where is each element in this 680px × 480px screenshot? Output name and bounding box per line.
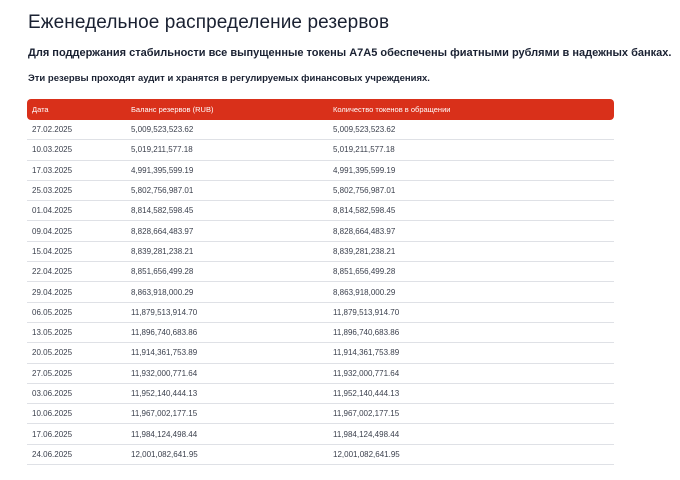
cell-reserve-balance: 4,991,395,599.19	[126, 160, 328, 180]
cell-date: 27.05.2025	[27, 363, 126, 383]
table-row	[27, 383, 614, 403]
cell-reserve-balance: 8,863,918,000.29	[126, 282, 328, 302]
cell-date: 20.05.2025	[27, 343, 126, 363]
cell-date: 03.06.2025	[27, 383, 126, 403]
cell-tokens-in-circulation: 5,019,211,577.18	[328, 140, 614, 160]
table-row	[27, 221, 614, 241]
table-row	[27, 201, 614, 221]
cell-tokens-in-circulation: 11,914,361,753.89	[328, 343, 614, 363]
table-row	[27, 262, 614, 282]
cell-tokens-in-circulation: 11,952,140,444.13	[328, 383, 614, 403]
table-row	[27, 404, 614, 424]
table-row	[27, 160, 614, 180]
table-header-row	[27, 99, 614, 120]
cell-reserve-balance: 8,814,582,598.45	[126, 201, 328, 221]
cell-tokens-in-circulation: 12,001,082,641.95	[328, 444, 614, 464]
cell-date: 10.06.2025	[27, 404, 126, 424]
cell-reserve-balance: 8,851,656,499.28	[126, 262, 328, 282]
table-row	[27, 322, 614, 342]
cell-reserve-balance: 12,001,082,641.95	[126, 444, 328, 464]
cell-reserve-balance: 11,914,361,753.89	[126, 343, 328, 363]
cell-date: 27.02.2025	[27, 120, 126, 140]
cell-tokens-in-circulation: 8,828,664,483.97	[328, 221, 614, 241]
cell-reserve-balance: 11,967,002,177.15	[126, 404, 328, 424]
cell-reserve-balance: 5,802,756,987.01	[126, 180, 328, 200]
table-header	[27, 99, 614, 120]
cell-tokens-in-circulation: 8,851,656,499.28	[328, 262, 614, 282]
cell-tokens-in-circulation: 11,879,513,914.70	[328, 302, 614, 322]
cell-reserve-balance: 11,932,000,771.64	[126, 363, 328, 383]
cell-reserve-balance: 11,984,124,498.44	[126, 424, 328, 444]
table-body	[27, 120, 614, 465]
cell-tokens-in-circulation: 5,009,523,523.62	[328, 120, 614, 140]
cell-tokens-in-circulation: 8,814,582,598.45	[328, 201, 614, 221]
cell-tokens-in-circulation: 5,802,756,987.01	[328, 180, 614, 200]
cell-reserve-balance: 5,009,523,523.62	[126, 120, 328, 140]
table-row	[27, 241, 614, 261]
cell-date: 10.03.2025	[27, 140, 126, 160]
cell-reserve-balance: 8,839,281,238.21	[126, 241, 328, 261]
table-row	[27, 282, 614, 302]
cell-reserve-balance: 11,952,140,444.13	[126, 383, 328, 403]
table-row	[27, 343, 614, 363]
table-row	[27, 180, 614, 200]
table-row	[27, 363, 614, 383]
lead-text: Для поддержания стабильности все выпущенные токены A7A5 обеспечены фиатными рублями в надежных банках.	[28, 47, 672, 59]
cell-date: 17.03.2025	[27, 160, 126, 180]
cell-date: 17.06.2025	[27, 424, 126, 444]
cell-date: 06.05.2025	[27, 302, 126, 322]
table-row	[27, 444, 614, 464]
table-row	[27, 120, 614, 140]
audit-note: Эти резервы проходят аудит и хранятся в регулируемых финансовых учреждениях.	[28, 73, 430, 84]
cell-tokens-in-circulation: 11,967,002,177.15	[328, 404, 614, 424]
cell-date: 13.05.2025	[27, 322, 126, 342]
cell-date: 24.06.2025	[27, 444, 126, 464]
column-header-tokens-in-circulation: Количество токенов в обращении	[333, 105, 451, 114]
cell-date: 25.03.2025	[27, 180, 126, 200]
cell-tokens-in-circulation: 11,932,000,771.64	[328, 363, 614, 383]
column-header-date: Дата	[32, 105, 49, 114]
cell-date: 01.04.2025	[27, 201, 126, 221]
cell-date: 29.04.2025	[27, 282, 126, 302]
cell-tokens-in-circulation: 8,839,281,238.21	[328, 241, 614, 261]
table-row	[27, 424, 614, 444]
cell-tokens-in-circulation: 11,984,124,498.44	[328, 424, 614, 444]
cell-reserve-balance: 11,879,513,914.70	[126, 302, 328, 322]
cell-date: 15.04.2025	[27, 241, 126, 261]
cell-date: 09.04.2025	[27, 221, 126, 241]
page-title: Еженедельное распределение резервов	[28, 12, 390, 33]
table-row	[27, 302, 614, 322]
cell-tokens-in-circulation: 8,863,918,000.29	[328, 282, 614, 302]
table-row	[27, 140, 614, 160]
cell-tokens-in-circulation: 11,896,740,683.86	[328, 322, 614, 342]
reserves-table-container	[27, 99, 614, 465]
cell-tokens-in-circulation: 4,991,395,599.19	[328, 160, 614, 180]
cell-reserve-balance: 5,019,211,577.18	[126, 140, 328, 160]
column-header-reserve-balance: Баланс резервов (RUB)	[131, 105, 214, 114]
cell-reserve-balance: 8,828,664,483.97	[126, 221, 328, 241]
cell-reserve-balance: 11,896,740,683.86	[126, 322, 328, 342]
reserves-table	[27, 99, 614, 465]
cell-date: 22.04.2025	[27, 262, 126, 282]
